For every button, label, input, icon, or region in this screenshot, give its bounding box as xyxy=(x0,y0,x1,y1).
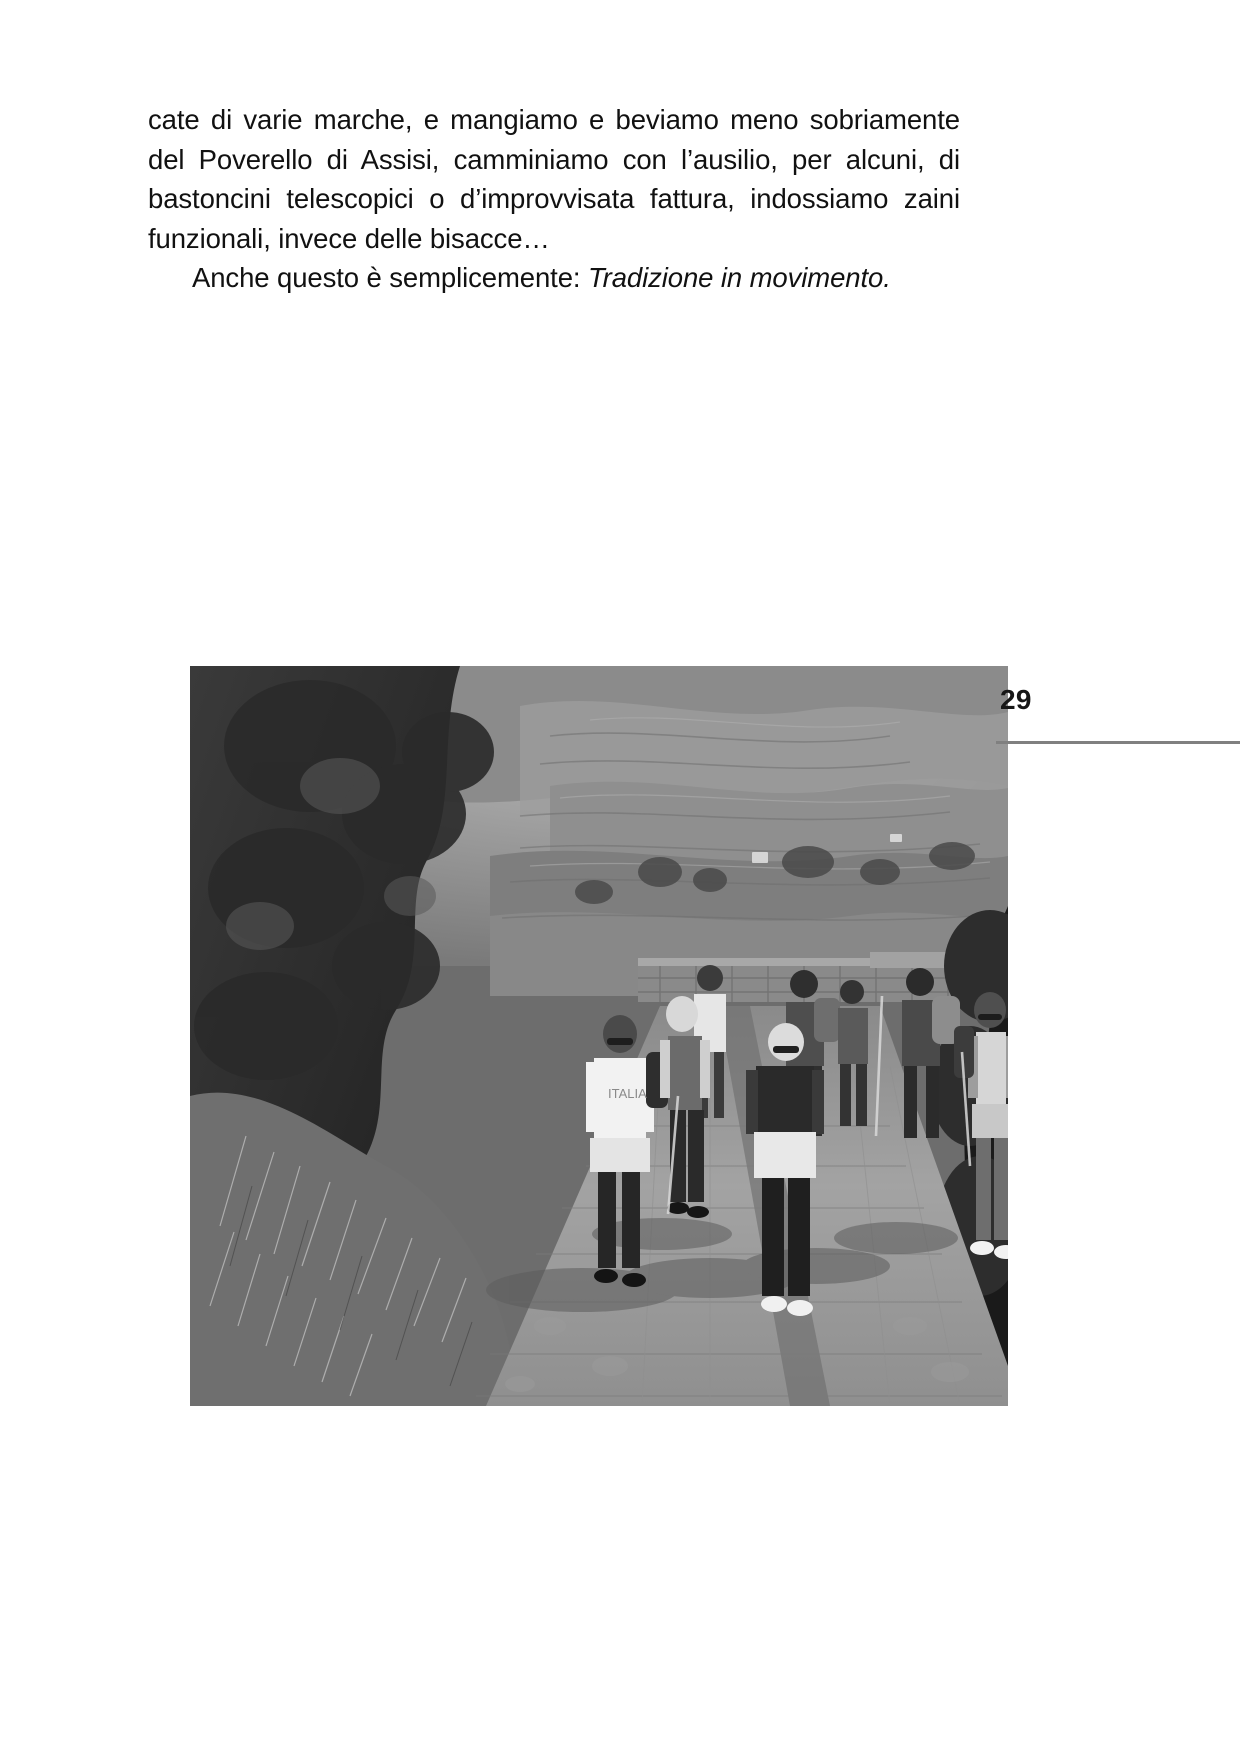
body-text-block xyxy=(148,100,960,298)
closing-line-italic: Tradizione in movimento. xyxy=(587,262,891,293)
photo-illustration xyxy=(190,666,1008,1406)
paragraph-closing xyxy=(148,258,960,298)
folio-rule xyxy=(996,741,1240,744)
hikers-photograph xyxy=(190,666,1008,1406)
paragraph-continued: cate di varie marche, e mangiamo e beviamo meno sobriamente del Poverello di Assisi, camminiamo con l’ausilio, per alcuni, di bastoncini telescopici o d’improvvisata fattura, indossiamo zaini funzionali, invece delle bisacce… xyxy=(148,104,960,254)
page-number: 29 xyxy=(1000,684,1032,715)
svg-text:ITALIA: ITALIA xyxy=(608,1086,647,1101)
closing-line-lead: Anche questo è semplicemente: xyxy=(192,262,588,293)
page-folio xyxy=(1000,686,1240,714)
